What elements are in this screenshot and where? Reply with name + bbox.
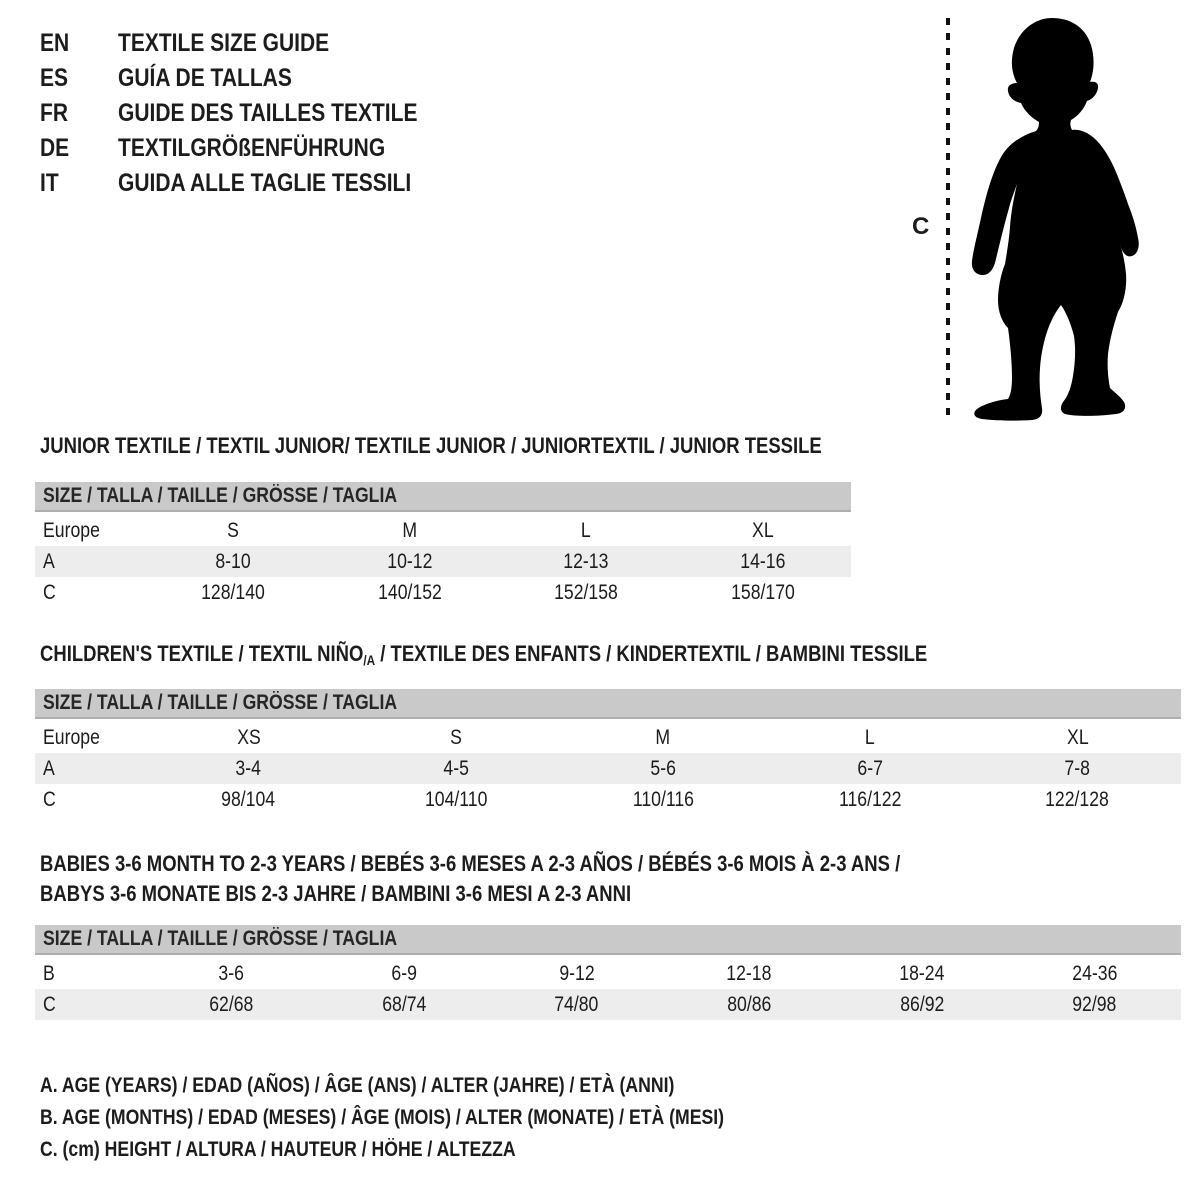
table-row [35,546,851,577]
age-cell: 3-6 [218,962,245,985]
height-cell: 128/140 [201,581,266,604]
junior-textile-title: JUNIOR TEXTILE / TEXTIL JUNIOR/ TEXTILE JUNIOR / JUNIORTEXTIL / JUNIOR TESSILE [40,433,822,458]
size-cell: M [655,726,671,749]
age-cell: 12-13 [563,550,609,573]
table-row [35,515,851,546]
size-cell: XL [1066,726,1089,749]
babies-textile-title: BABIES 3-6 MONTH TO 2-3 YEARS / BEBÉS 3-6 MESES A 2-3 AÑOS / BÉBÉS 3-6 MOIS À 2-3 ANS / BABYS 3-6 MONATE BIS 2-3 JAHRE / BAMBINI 3-6 MESI A 2-3 ANNI [40,851,901,906]
row-label: C [43,581,56,604]
height-cell: 158/170 [730,581,795,604]
height-cell: 140/152 [377,581,442,604]
height-cell: 86/92 [899,993,945,1016]
height-cell: 116/122 [838,788,902,811]
childrens-textile-table [35,689,1181,815]
row-label: A [43,757,55,780]
size-cell: S [449,726,462,749]
table-row [35,958,1181,989]
height-cell: 104/110 [424,788,488,811]
height-cell: 80/86 [727,993,772,1016]
age-cell: 8-10 [215,550,251,573]
size-header-bar: SIZE / TALLA / TAILLE / GRÖSSE / TAGLIA [35,689,1181,719]
language-code: FR [40,99,68,127]
height-dashed-line [944,18,952,418]
age-cell: 9-12 [559,962,595,985]
height-cell: 122/128 [1045,788,1110,811]
language-row [40,131,475,166]
row-label: Europe [43,726,100,749]
babies-textile-table [35,925,1181,1020]
language-title-list [40,26,475,201]
age-cell: 3-4 [235,757,262,780]
measure-legend [40,1070,854,1166]
guide-title: GUIDA ALLE TAGLIE TESSILI [118,169,412,197]
language-row [40,61,475,96]
size-header-bar: SIZE / TALLA / TAILLE / GRÖSSE / TAGLIA [35,925,1181,955]
age-cell: 24-36 [1072,962,1118,985]
legend-line-c: C. (cm) HEIGHT / ALTURA / HAUTEUR / HÖHE / ALTEZZA [40,1138,516,1161]
size-header-bar: SIZE / TALLA / TAILLE / GRÖSSE / TAGLIA [35,482,851,512]
table-row [35,784,1181,815]
language-code: DE [40,134,70,162]
age-cell: 18-24 [899,962,945,985]
guide-title: TEXTILGRÖßENFÜHRUNG [118,134,386,162]
row-label: C [43,788,56,811]
height-cell: 110/116 [632,788,694,811]
age-cell: 4-5 [443,757,469,780]
table-row [35,577,851,608]
row-label: C [43,993,56,1016]
height-measure-label: C [912,213,930,240]
size-cell: S [227,519,240,542]
language-row [40,96,475,131]
height-cell: 98/104 [221,788,276,811]
language-code: EN [40,29,70,57]
childrens-textile-title: CHILDREN'S TEXTILE / TEXTIL NIÑO/A / TEXTILE DES ENFANTS / KINDERTEXTIL / BAMBINI TESSILE [40,641,928,668]
height-cell: 74/80 [554,993,599,1016]
row-label: Europe [43,519,100,542]
height-cell: 62/68 [209,993,254,1016]
table-row [35,989,1181,1020]
age-cell: 7-8 [1064,757,1091,780]
guide-title: TEXTILE SIZE GUIDE [118,29,330,57]
age-cell: 5-6 [650,757,676,780]
size-cell: L [581,519,592,542]
language-row [40,26,475,61]
size-cell: M [402,519,418,542]
row-label: A [43,550,55,573]
age-cell: 14-16 [740,550,786,573]
row-label: B [43,962,55,985]
age-cell: 10-12 [387,550,433,573]
junior-textile-table [35,482,851,608]
language-row [40,166,475,201]
age-cell: 6-7 [857,757,883,780]
age-cell: 12-18 [726,962,772,985]
guide-title: GUIDE DES TAILLES TEXTILE [118,99,418,127]
legend-line-a: A. AGE (YEARS) / EDAD (AÑOS) / ÂGE (ANS) / ALTER (JAHRE) / ETÀ (ANNI) [40,1074,675,1097]
size-cell: XS [236,726,261,749]
table-row [35,722,1181,753]
height-cell: 92/98 [1072,993,1117,1016]
height-cell: 152/158 [554,581,619,604]
height-cell: 68/74 [381,993,427,1016]
toddler-silhouette-icon [960,12,1144,424]
age-cell: 6-9 [391,962,417,985]
title-subscript: /A [363,652,376,668]
guide-title: GUÍA DE TALLAS [118,64,292,92]
table-row [35,753,1181,784]
size-cell: XL [751,519,774,542]
legend-line-b: B. AGE (MONTHS) / EDAD (MESES) / ÂGE (MOIS) / ALTER (MONATE) / ETÀ (MESI) [40,1106,725,1129]
language-code: IT [40,169,59,197]
size-cell: L [865,726,876,749]
language-code: ES [40,64,69,92]
